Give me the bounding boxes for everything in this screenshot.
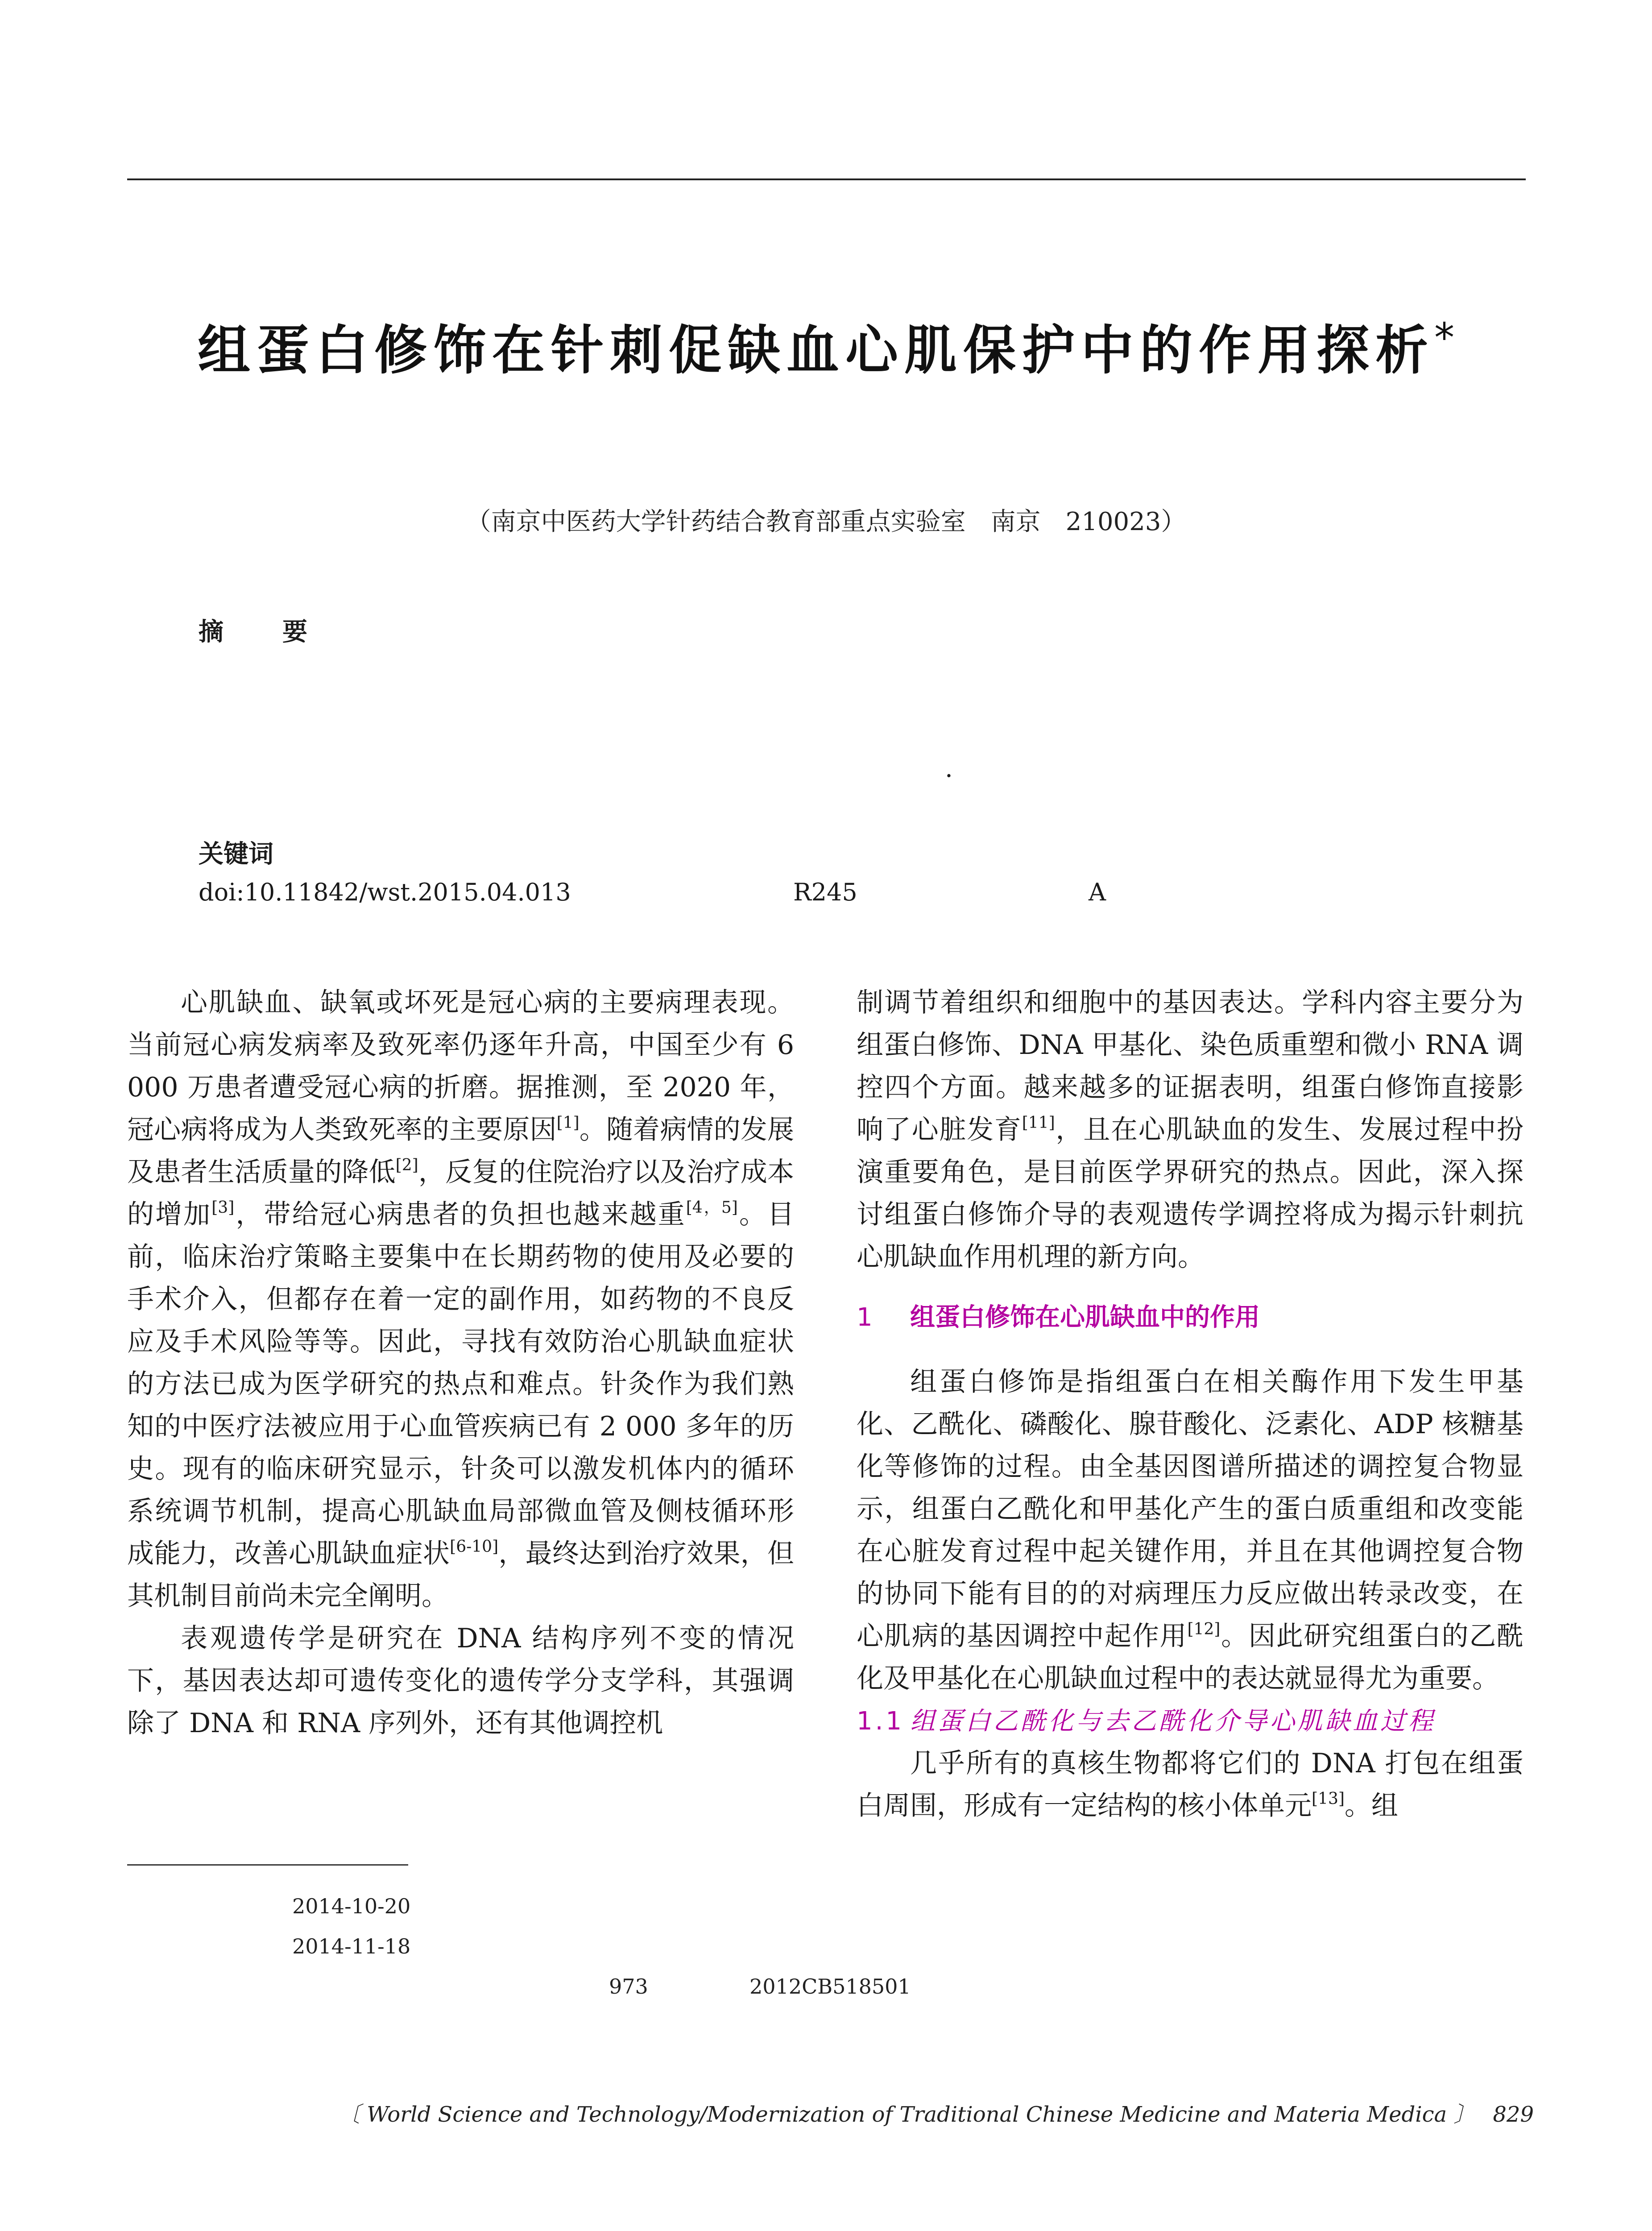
footnote-rule (127, 1864, 408, 1866)
citation-ref: [13] (1312, 1790, 1345, 1808)
intro-paragraph-3 (857, 982, 1524, 1278)
abstract-dot: . (945, 754, 953, 783)
text-run: 。因此研究组蛋白的乙酰化及甲基化在心肌缺血过程中的表达就显得尤为重要。 (857, 1621, 1524, 1694)
text-run: 组蛋白修饰是指组蛋白在相关酶作用下发生甲基化、乙酰化、磷酸化、腺苷酸化、泛素化、ADP 核糖基化等修饰的过程。由全基因图谱所描述的调控复合物显示，组蛋白乙酰化和甲基化产生的蛋白质重组和改变能在心脏发育过程中起关键作用，并且在其他调控复合物的协同下能有目的的对病理压力反应做出转录改变，在心肌病的基因调控中起作用 (857, 1366, 1524, 1652)
paper-title (0, 308, 1652, 384)
subsection-1-1-paragraph (857, 1742, 1524, 1827)
page-footer (339, 2097, 1534, 2128)
document-code: A (1089, 878, 1106, 906)
text-run: ，且在心肌缺血的发生、发展过程中扮演重要角色，是目前医学界研究的热点。因此，深入探讨组蛋白修饰介导的表观遗传学调控将成为揭示针刺抗心肌缺血作用机理的新方向。 (857, 1114, 1524, 1273)
section-1-paragraph (857, 1361, 1524, 1700)
paper-title-text: 组蛋白修饰在针刺促缺血心肌保护中的作用探析 (197, 319, 1434, 381)
text-run: 。随着病情的发展及患者生活质量的降低 (127, 1114, 795, 1188)
intro-paragraph-1 (127, 982, 794, 1617)
subsection-title-1-1: 组蛋白乙酰化与去乙酰化介导心肌缺血过程 (910, 1707, 1436, 1736)
text-run: 。组 (1344, 1790, 1398, 1821)
text-run: 。目前，临床治疗策略主要集中在长期药物的使用及必要的手术介入，但都存在着一定的副作用，如药物的不良反应及手术风险等等。因此，寻找有效防治心肌缺血症状的方法已成为医学研究的热点和难点。针灸作为我们熟知的中医疗法被应用于心血管疾病已有 2 000 多年的历史。现有的临床研究显示，针灸可以激发机体内的循环系统调节机制，提高心肌缺血局部微血管及侧枝循环形成能力，改善心肌缺血症状 (127, 1199, 795, 1569)
citation-ref: [4，5] (686, 1198, 738, 1217)
citation-ref: [1] (556, 1114, 580, 1132)
citation-ref: [2] (395, 1156, 418, 1174)
subsection-number-1-1: 1.1 (857, 1707, 905, 1736)
text-run: ，反复的住院治疗以及治疗成本的增加 (127, 1157, 795, 1230)
subsection-heading-1-1 (857, 1700, 1524, 1742)
received-date: 2014-10-20 (292, 1894, 411, 1918)
intro-paragraph-2: 表观遗传学是研究在 DNA 结构序列不变的情况下，基因表达却可遗传变化的遗传学分支学科，其强调除了 DNA 和 RNA 序列外，还有其他调控机 (127, 1623, 794, 1739)
fund-program: 973 (609, 1974, 648, 1999)
section-heading-1 (857, 1296, 1524, 1339)
revised-date: 2014-11-18 (292, 1934, 411, 1958)
citation-ref: [12] (1187, 1620, 1221, 1638)
text-run: 心肌缺血、缺氧或坏死是冠心病的主要病理表现。当前冠心病发病率及致死率仍逐年升高，中国至少有 6 000 万患者遭受冠心病的折磨。据推测，至 2020 年，冠心病将成为人类致死率的主要原因 (127, 987, 794, 1145)
title-footnote-mark: * (1434, 315, 1454, 361)
fund-number: 2012CB518501 (749, 1974, 911, 1999)
text-run: 制调节着组织和细胞中的基因表达。学科内容主要分为组蛋白修饰、DNA 甲基化、染色质重塑和微小 RNA 调控四个方面。越来越多的证据表明，组蛋白修饰直接影响了心脏发育 (857, 987, 1524, 1145)
abstract-label: 摘 要 (199, 618, 324, 647)
section-number-1: 1 (857, 1303, 873, 1332)
text-run: 几乎所有的真核生物都将它们的 DNA 打包在组蛋白周围，形成有一定结构的核小体单元 (857, 1748, 1524, 1821)
citation-ref: [6-10] (450, 1538, 499, 1556)
affiliation: （南京中医药大学针药结合教育部重点实验室 南京 210023） (466, 507, 1186, 536)
text-run: ，带给冠心病患者的负担也越来越重 (234, 1199, 686, 1230)
section-title-1: 组蛋白修饰在心肌缺血中的作用 (910, 1303, 1260, 1332)
citation-ref: [11] (1022, 1114, 1055, 1132)
right-column (857, 982, 1524, 1827)
journal-name: 〔 World Science and Technology/Modernization of Traditional Chinese Medicine and Materia Medica 〕 (338, 2102, 1475, 2127)
header-rule (127, 178, 1526, 180)
clc-number: R245 (793, 878, 857, 906)
citation-ref: [3] (211, 1198, 235, 1217)
left-column (127, 982, 794, 1745)
page-number: 829 (1493, 2102, 1534, 2127)
doi: doi:10.11842/wst.2015.04.013 (199, 878, 571, 906)
keywords-label: 关键词 (199, 840, 273, 869)
text-run: ，最终达到治疗效果，但其机制目前尚未完全阐明。 (127, 1538, 795, 1612)
